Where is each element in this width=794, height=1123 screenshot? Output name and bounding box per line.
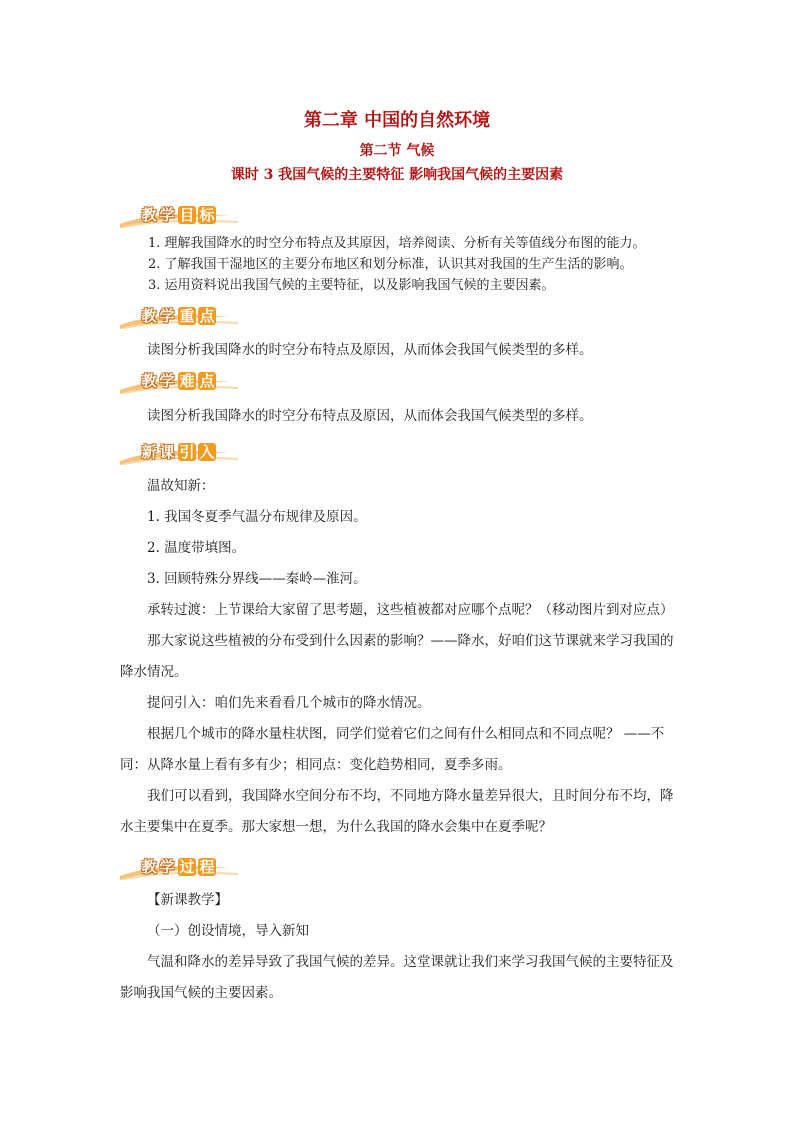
goals-list bbox=[148, 233, 646, 296]
heading-char-boxed: 重 bbox=[179, 307, 195, 325]
heading-char-boxed: 程 bbox=[199, 858, 215, 876]
heading-new-lesson-intro bbox=[118, 437, 258, 467]
heading-char-boxed: 标 bbox=[199, 206, 215, 224]
heading-teaching-goals bbox=[118, 200, 258, 230]
intro-body bbox=[120, 471, 680, 843]
key-points-text: 读图分析我国降水的时空分布特点及原因，从而体会我国气候类型的多样。 bbox=[147, 342, 593, 358]
difficult-points-text: 读图分析我国降水的时空分布特点及原因，从而体会我国气候类型的多样。 bbox=[147, 408, 593, 424]
heading-char: 教 bbox=[141, 372, 157, 390]
lesson-title: 课时 3 我国气候的主要特征 影响我国气候的主要因素 bbox=[230, 167, 564, 183]
heading-char: 教 bbox=[141, 858, 157, 876]
heading-char-boxed: 目 bbox=[179, 206, 195, 224]
heading-char-boxed: 点 bbox=[199, 307, 215, 325]
section-title: 第二节 气候 bbox=[359, 143, 435, 159]
heading-char: 学 bbox=[159, 858, 175, 876]
paragraph: 根据几个城市的降水量柱状图，同学们觉着它们之间有什么相同点和不同点呢？ ——不同：从降水量上看有多有少；相同点：变化趋势相同，夏季多雨。 bbox=[120, 726, 665, 773]
section-bracket-label: 【新课教学】 bbox=[147, 892, 228, 908]
list-item: 3. 回顾特殊分界线——秦岭—淮河。 bbox=[147, 571, 367, 587]
heading-char: 学 bbox=[159, 206, 175, 224]
list-item: 3. 运用资料说出我国气候的主要特征，以及影响我国气候的主要因素。 bbox=[148, 278, 555, 293]
heading-char-boxed: 过 bbox=[179, 858, 195, 876]
heading-char-boxed: 难 bbox=[179, 372, 195, 390]
heading-char: 学 bbox=[159, 307, 175, 325]
heading-teaching-process bbox=[118, 852, 258, 882]
heading-char-boxed: 点 bbox=[199, 372, 215, 390]
list-item: 2. 了解我国干湿地区的主要分布地区和划分标准，认识其对我国的生产生活的影响。 bbox=[148, 257, 633, 272]
paragraph: 承转过渡：上节课给大家留了思考题，这些植被都对应哪个点呢？（移动图片到对应点） bbox=[147, 602, 674, 618]
paragraph: 我们可以看到，我国降水空间分布不均，不同地方降水量差异很大，且时间分布不均，降水主要集中在夏季。那大家想一想，为什么我国的降水会集中在夏季呢？ bbox=[120, 788, 674, 835]
heading-char-boxed: 入 bbox=[199, 443, 215, 461]
process-body bbox=[120, 885, 680, 1009]
review-label: 温故知新： bbox=[147, 478, 215, 494]
chapter-title: 第二章 中国的自然环境 bbox=[303, 110, 491, 131]
heading-char: 教 bbox=[141, 307, 157, 325]
subsection-label: （一）创设情境，导入新知 bbox=[147, 923, 309, 939]
heading-char: 学 bbox=[159, 372, 175, 390]
heading-char: 教 bbox=[141, 206, 157, 224]
list-item: 1. 理解我国降水的时空分布特点及其原因，培养阅读、分析有关等值线分布图的能力。 bbox=[148, 236, 646, 251]
paragraph: 提问引入：咱们先来看看几个城市的降水情况。 bbox=[147, 695, 431, 711]
heading-difficult-points bbox=[118, 366, 258, 396]
paragraph: 那大家说这些植被的分布受到什么因素的影响？——降水，好咱们这节课就来学习我国的降水情况。 bbox=[120, 633, 674, 680]
list-item: 2. 温度带填图。 bbox=[147, 540, 246, 556]
heading-char: 课 bbox=[159, 443, 175, 461]
paragraph: 气温和降水的差异导致了我国气候的差异。这堂课就让我们来学习我国气候的主要特征及影响我国气候的主要因素。 bbox=[120, 954, 674, 1001]
heading-char: 新 bbox=[141, 443, 157, 461]
list-item: 1. 我国冬夏季气温分布规律及原因。 bbox=[147, 509, 367, 525]
heading-key-points bbox=[118, 301, 258, 331]
heading-char-boxed: 引 bbox=[179, 443, 195, 461]
